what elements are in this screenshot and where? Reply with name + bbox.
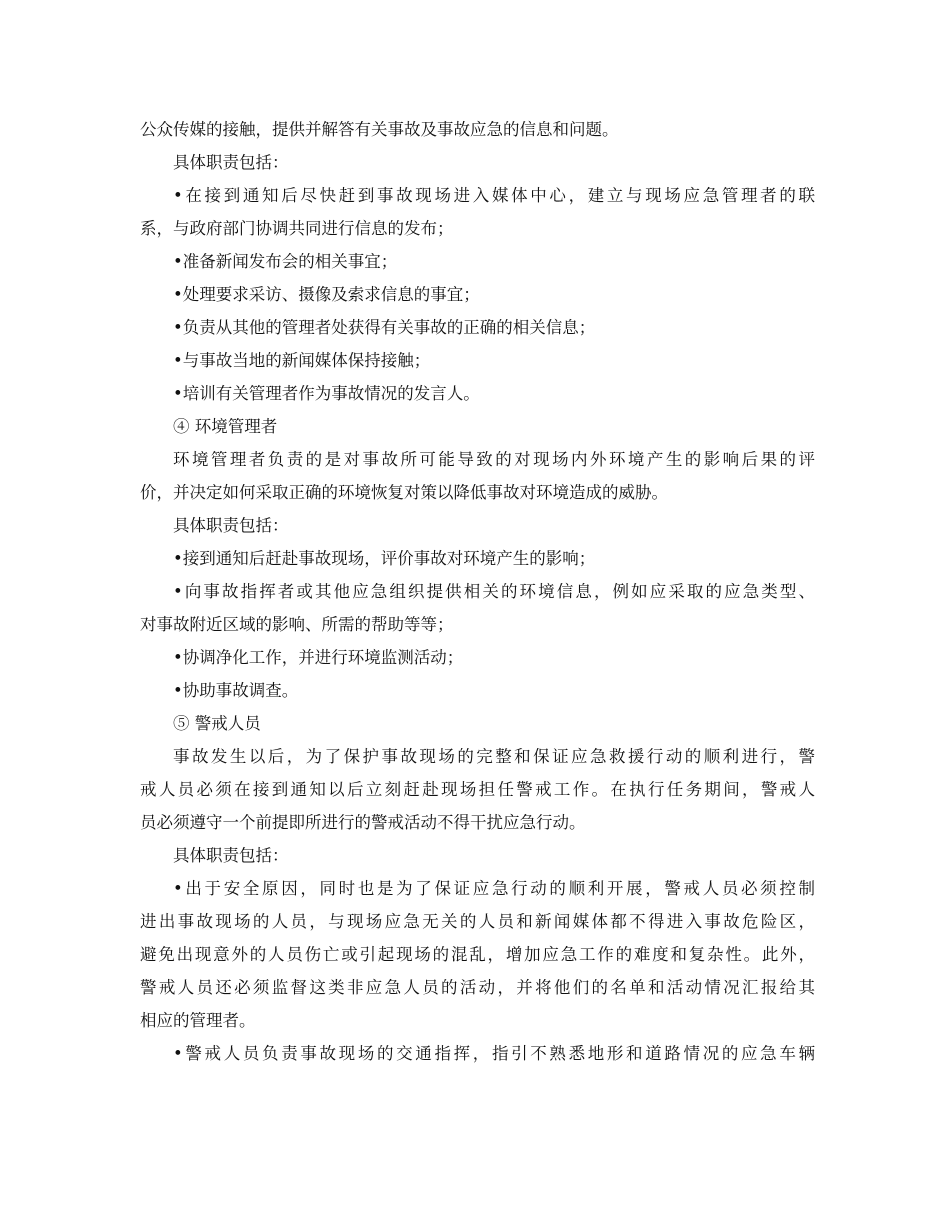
text-line: 具体职责包括： (173, 846, 289, 865)
text-line: •协调净化工作，并进行环境监测活动； (173, 648, 464, 667)
text-line: 对事故附近区域的影响、所需的帮助等等； (140, 615, 454, 634)
text-line: 进出事故现场的人员，与现场应急无关的人员和新闻媒体都不得进入事故危险区， (140, 912, 815, 931)
text-line: ⑤ 警戒人员 (173, 714, 261, 733)
text-line: 事故发生以后，为了保护事故现场的完整和保证应急救援行动的顺利进行，警 (173, 747, 815, 766)
text-line: •接到通知后赶赴事故现场，评价事故对环境产生的影响； (173, 549, 596, 568)
text-line: •准备新闻发布会的相关事宜； (173, 252, 398, 271)
text-line: •向事故指挥者或其他应急组织提供相关的环境信息，例如应采取的应急类型、 (173, 582, 815, 601)
text-line: 员必须遵守一个前提即所进行的警戒活动不得干扰应急行动。 (140, 813, 586, 832)
document-body (140, 113, 815, 1070)
text-line: •协助事故调查。 (173, 681, 299, 700)
text-line: •出于安全原因，同时也是为了保证应急行动的顺利开展，警戒人员必须控制 (173, 879, 815, 898)
text-line: •在接到通知后尽快赶到事故现场进入媒体中心，建立与现场应急管理者的联 (173, 186, 815, 205)
text-line: •负责从其他的管理者处获得有关事故的正确的相关信息； (173, 318, 596, 337)
text-line: 系，与政府部门协调共同进行信息的发布； (140, 219, 454, 238)
text-line: 具体职责包括： (173, 153, 289, 172)
text-line: 价，并决定如何采取正确的环境恢复对策以降低事故对环境造成的威胁。 (140, 483, 668, 502)
text-line: 戒人员必须在接到通知以后立刻赶赴现场担任警戒工作。在执行任务期间，警戒人 (140, 780, 815, 799)
text-line: 相应的管理者。 (140, 1011, 256, 1030)
text-line: 警戒人员还必须监督这类非应急人员的活动，并将他们的名单和活动情况汇报给其 (140, 978, 815, 997)
text-line: 具体职责包括： (173, 516, 289, 535)
text-line: 环境管理者负责的是对事故所可能导致的对现场内外环境产生的影响后果的评 (173, 450, 815, 469)
text-line: 避免出现意外的人员伤亡或引起现场的混乱，增加应急工作的难度和复杂性。此外， (140, 945, 815, 964)
text-line: 公众传媒的接触，提供并解答有关事故及事故应急的信息和问题。 (140, 120, 619, 139)
text-line: •警戒人员负责事故现场的交通指挥，指引不熟悉地形和道路情况的应急车辆 (173, 1044, 815, 1063)
text-line: ④ 环境管理者 (173, 417, 278, 436)
text-line: •与事故当地的新闻媒体保持接触； (173, 351, 431, 370)
text-line: •处理要求采访、摄像及索求信息的事宜； (173, 285, 480, 304)
text-line: •培训有关管理者作为事故情况的发言人。 (173, 384, 480, 403)
